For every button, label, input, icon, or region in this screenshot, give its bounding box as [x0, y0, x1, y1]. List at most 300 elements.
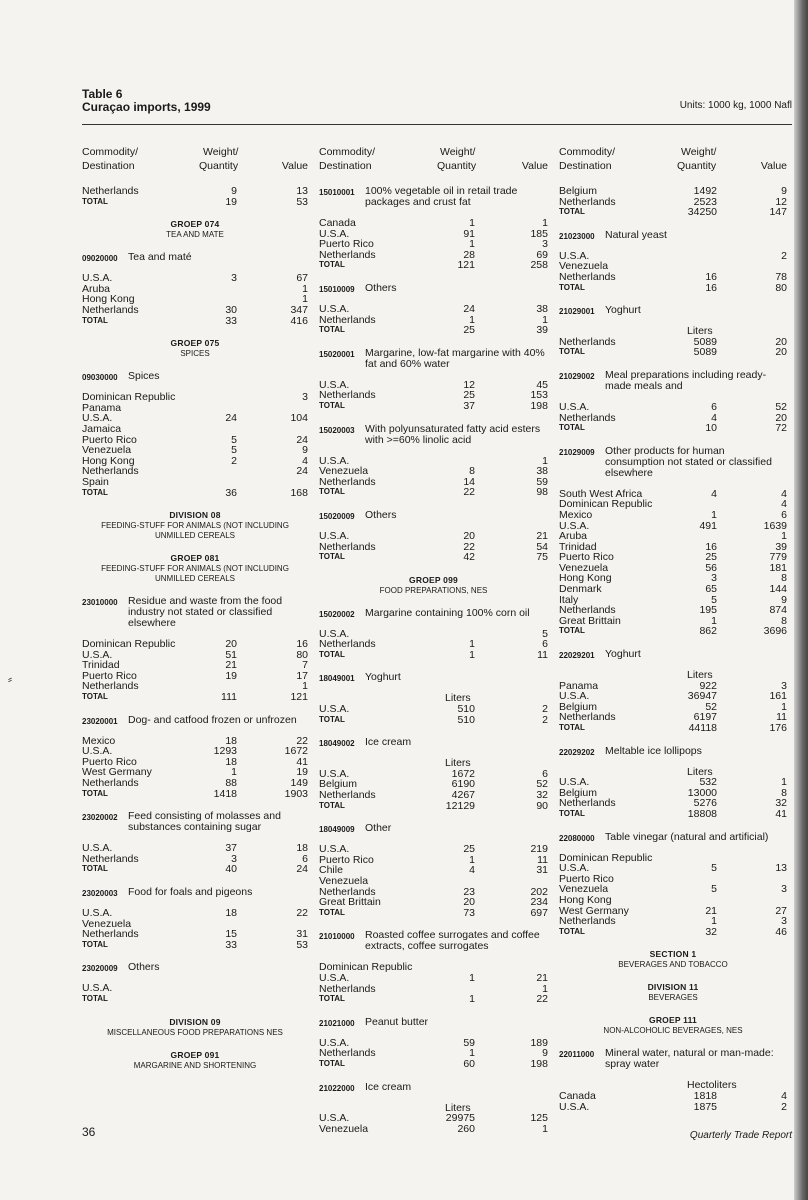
value-amount: 20 — [775, 335, 787, 348]
value-amount: 161 — [769, 690, 787, 703]
destination-name: Chile — [319, 864, 343, 877]
header-destination: Destination — [319, 160, 372, 172]
weight-value: 40 — [225, 863, 237, 876]
table-row — [319, 704, 548, 715]
total-label: TOTAL — [319, 260, 345, 270]
value-amount: 2 — [781, 249, 787, 262]
commodity-code: 15010001 — [319, 188, 355, 197]
group-title: DIVISION 09 — [169, 1016, 221, 1027]
weight-value: 1 — [469, 971, 475, 984]
group-heading — [319, 575, 548, 596]
weight-value: 42 — [463, 551, 475, 564]
weight-value: 60 — [463, 1057, 475, 1070]
destination-name: Puerto Rico — [559, 551, 614, 564]
weight-value: 56 — [705, 561, 717, 574]
weight-value: 24 — [225, 412, 237, 425]
destination-name: U.S.A. — [559, 400, 590, 413]
total-label: TOTAL — [559, 626, 585, 636]
total-label: TOTAL — [82, 864, 108, 874]
commodity-description: Meal preparations including ready-made meals and — [605, 368, 767, 392]
value-amount: 69 — [536, 248, 548, 261]
header-weight: Weight/ — [681, 146, 717, 158]
value-amount: 53 — [296, 938, 308, 951]
column-header — [559, 146, 787, 174]
weight-value: 510 — [457, 713, 475, 726]
weight-value: 21 — [225, 659, 237, 672]
destination-name: Puerto Rico — [559, 872, 614, 885]
value-amount: 21 — [536, 971, 548, 984]
destination-name: Venezuela — [559, 883, 609, 896]
destination-name: Trinidad — [559, 540, 597, 553]
destination-name: Netherlands — [559, 411, 616, 424]
table-row — [559, 798, 787, 809]
commodity-item — [319, 510, 548, 521]
total-label: TOTAL — [319, 649, 345, 659]
commodity-description: Yoghurt — [605, 648, 641, 661]
weight-value: 18 — [225, 907, 237, 919]
destination-name: Netherlands — [319, 1047, 376, 1060]
destination-name: U.S.A. — [319, 767, 350, 780]
value-amount: 22 — [536, 993, 548, 1006]
value-amount: 4 — [302, 454, 308, 467]
destination-name: Hong Kong — [559, 572, 612, 585]
destination-name: Panama — [82, 401, 122, 414]
group-subtitle: FEEDING-STUFF FOR ANIMALS (NOT INCLUDING UNMILLED CEREALS — [101, 564, 289, 584]
weight-value: 5089 — [693, 335, 717, 348]
total-label: TOTAL — [82, 788, 108, 798]
weight-value: 121 — [457, 259, 475, 272]
header-commodity: Commodity/ — [82, 146, 139, 158]
weight-value: 20 — [225, 638, 237, 651]
value-amount: 1 — [302, 282, 308, 295]
value-amount: 1 — [781, 530, 787, 543]
weight-value: 19 — [225, 195, 237, 208]
table-row — [82, 681, 308, 692]
value-amount: 1 — [781, 700, 787, 713]
commodity-description: Dog- and catfood frozen or unfrozen — [128, 713, 297, 726]
header-destination: Destination — [82, 160, 135, 172]
table-row — [319, 897, 548, 908]
value-amount: 104 — [290, 412, 308, 425]
header-quantity: Quantity — [437, 160, 477, 172]
units-label: Units: 1000 kg, 1000 Nafl — [679, 100, 792, 111]
weight-value: 1875 — [693, 1100, 717, 1113]
destination-name: Canada — [319, 217, 356, 229]
value-amount: 80 — [775, 281, 787, 294]
table-row — [319, 984, 548, 995]
destination-name: Netherlands — [559, 915, 616, 928]
value-amount: 1903 — [284, 787, 308, 800]
total-row — [559, 927, 787, 938]
commodity-description: Margarine containing 100% corn oil — [365, 606, 530, 619]
value-amount: 6 — [302, 852, 308, 865]
total-row — [319, 908, 548, 919]
group-heading — [82, 510, 308, 541]
destination-name: U.S.A. — [559, 519, 590, 532]
weight-value: 1818 — [693, 1089, 717, 1102]
page-title — [82, 88, 211, 114]
table-title: Curaçao imports, 1999 — [82, 100, 211, 114]
commodity-item — [82, 596, 308, 629]
destination-name: Netherlands — [319, 540, 376, 553]
value-amount: 3 — [781, 679, 787, 692]
header-rule — [82, 124, 792, 125]
table-row — [559, 272, 787, 283]
value-amount: 1 — [542, 313, 548, 326]
table-row — [559, 413, 787, 424]
total-label: TOTAL — [559, 282, 585, 292]
destination-name: U.S.A. — [82, 412, 113, 425]
value-amount: 149 — [290, 777, 308, 790]
group-subtitle: BEVERAGES — [648, 993, 698, 1003]
value-amount: 9 — [542, 1047, 548, 1060]
destination-name: Netherlands — [319, 389, 376, 402]
commodity-code: 18049002 — [319, 739, 355, 749]
weight-value: 260 — [457, 1122, 475, 1135]
total-label: TOTAL — [319, 800, 345, 810]
value-amount: 27 — [775, 904, 787, 917]
weight-value: 23 — [463, 885, 475, 898]
weight-value: 22 — [463, 486, 475, 499]
total-label: TOTAL — [82, 692, 108, 702]
value-amount: 198 — [530, 1057, 548, 1070]
table-row — [319, 639, 548, 650]
table-column-2 — [319, 146, 548, 1134]
commodity-item — [319, 930, 548, 952]
value-amount: 1 — [542, 454, 548, 467]
commodity-description: Peanut butter — [365, 1015, 429, 1028]
commodity-item — [82, 811, 308, 833]
value-amount: 24 — [296, 433, 308, 446]
total-row — [319, 715, 548, 726]
commodity-code: 23020002 — [82, 813, 118, 823]
value-amount: 125 — [530, 1112, 548, 1125]
total-label: TOTAL — [559, 423, 585, 433]
table-column-1 — [82, 146, 308, 1081]
total-row — [82, 316, 308, 327]
weight-value: 1492 — [693, 185, 717, 197]
group-heading — [559, 949, 787, 970]
commodity-description: Table vinegar (natural and artificial) — [605, 830, 769, 843]
destination-name: West Germany — [82, 766, 152, 779]
table-column-3 — [559, 146, 787, 1112]
destination-name: Canada — [559, 1089, 596, 1102]
weight-value: 36947 — [687, 690, 717, 703]
destination-name: U.S.A. — [82, 982, 113, 995]
weight-value: 10 — [705, 422, 717, 435]
commodity-code: 21022000 — [319, 1083, 355, 1093]
value-amount: 347 — [290, 303, 308, 316]
value-amount: 45 — [536, 378, 548, 391]
weight-value: 28 — [463, 248, 475, 261]
table-row — [559, 916, 787, 927]
table-number: Table 6 — [82, 87, 123, 101]
weight-value: 30 — [225, 303, 237, 316]
quantity-unit: Liters — [445, 692, 471, 705]
destination-name: Belgium — [559, 185, 597, 197]
value-amount: 8 — [781, 786, 787, 799]
weight-value: 59 — [463, 1036, 475, 1049]
destination-name: U.S.A. — [559, 249, 590, 262]
group-subtitle: SPICES — [180, 349, 210, 359]
weight-value: 5 — [711, 862, 717, 875]
weight-value: 195 — [699, 604, 717, 617]
total-label: TOTAL — [319, 1058, 345, 1068]
total-label: TOTAL — [82, 939, 108, 949]
weight-value: 532 — [699, 776, 717, 789]
weight-value: 1 — [469, 853, 475, 866]
table-row — [319, 315, 548, 326]
commodity-description: Margarine, low-fat margarine with 40% fat and 60% water — [365, 346, 545, 370]
commodity-description: Other products for human consumption not stated or classified elsewhere — [605, 444, 772, 479]
weight-value: 20 — [463, 896, 475, 909]
value-amount: 19 — [296, 766, 308, 779]
destination-name: Netherlands — [82, 852, 139, 865]
value-amount: 176 — [769, 722, 787, 734]
destination-name: Spain — [82, 475, 109, 488]
destination-name: Netherlands — [82, 777, 139, 790]
total-label: TOTAL — [319, 907, 345, 917]
weight-value: 44118 — [688, 722, 717, 734]
weight-value: 29975 — [445, 1112, 475, 1125]
destination-name: Netherlands — [319, 789, 376, 802]
destination-name: Netherlands — [559, 270, 616, 283]
destination-name: Belgium — [559, 700, 597, 713]
commodity-description: Food for foals and pigeons — [128, 886, 253, 898]
total-label: TOTAL — [559, 723, 585, 732]
table-row — [559, 402, 787, 413]
publication-name: Quarterly Trade Report — [689, 1130, 792, 1141]
weight-value: 32 — [705, 925, 717, 938]
total-row — [559, 423, 787, 434]
weight-value: 5 — [711, 883, 717, 896]
destination-name: Venezuela — [82, 917, 132, 930]
commodity-description: Natural yeast — [605, 228, 667, 241]
commodity-description: Others — [128, 961, 160, 974]
destination-name: Puerto Rico — [82, 433, 137, 446]
weight-value: 22 — [463, 540, 475, 553]
total-label: TOTAL — [82, 487, 108, 497]
destination-name: U.S.A. — [559, 690, 590, 703]
value-amount: 168 — [290, 486, 308, 499]
value-amount: 7 — [302, 659, 308, 672]
value-amount: 11 — [537, 853, 548, 866]
weight-value: 3 — [711, 572, 717, 585]
table-row — [319, 542, 548, 553]
header-commodity: Commodity/ — [559, 146, 616, 158]
weight-value: 3 — [231, 272, 237, 285]
value-amount: 219 — [530, 843, 548, 856]
value-amount: 38 — [536, 465, 548, 478]
table-row — [319, 1048, 548, 1059]
value-amount: 53 — [296, 195, 308, 208]
total-label: TOTAL — [82, 196, 108, 206]
quantity-unit: Liters — [445, 757, 471, 770]
destination-name: Netherlands — [559, 195, 616, 208]
table-row — [559, 853, 787, 864]
weight-value: 1 — [469, 638, 475, 651]
value-amount: 98 — [536, 486, 548, 499]
total-label: TOTAL — [319, 325, 345, 335]
total-label: TOTAL — [559, 808, 585, 818]
group-heading — [559, 1015, 787, 1036]
destination-name: Netherlands — [82, 928, 139, 941]
group-title: GROEP 074 — [170, 219, 220, 230]
destination-name: U.S.A. — [319, 302, 350, 315]
table-row — [82, 186, 308, 197]
destination-name: Netherlands — [82, 303, 139, 316]
value-amount: 31 — [296, 928, 308, 941]
group-title: GROEP 111 — [649, 1015, 697, 1026]
value-amount: 22 — [296, 734, 308, 747]
destination-name: Hong Kong — [82, 293, 135, 306]
weight-value: 510 — [457, 703, 475, 716]
table-row — [82, 983, 308, 994]
value-amount: 52 — [775, 400, 787, 413]
value-amount: 41 — [775, 807, 787, 820]
value-amount: 22 — [296, 907, 308, 919]
destination-name: Dominican Republic — [559, 851, 653, 864]
destination-name: Netherlands — [319, 885, 376, 898]
commodity-code: 21021000 — [319, 1018, 355, 1028]
weight-value: 5 — [711, 593, 717, 606]
weight-value: 18808 — [687, 807, 717, 820]
table-row — [82, 908, 308, 919]
value-amount: 21 — [536, 529, 548, 542]
header-commodity: Commodity/ — [319, 146, 376, 158]
commodity-item — [82, 887, 308, 898]
destination-name: Hong Kong — [82, 454, 135, 467]
total-label: TOTAL — [559, 207, 585, 217]
value-amount: 1 — [302, 293, 308, 306]
table-row — [82, 424, 308, 435]
commodity-description: Others — [365, 508, 397, 521]
destination-name: U.S.A. — [82, 648, 113, 661]
value-amount: 6 — [542, 638, 548, 651]
destination-name: Netherlands — [319, 475, 376, 488]
total-label: TOTAL — [319, 400, 345, 410]
table-row — [82, 273, 308, 284]
destination-name: Venezuela — [319, 875, 369, 887]
table-row — [559, 197, 787, 208]
destination-name: Jamaica — [82, 422, 122, 435]
value-amount: 67 — [296, 272, 308, 285]
weight-value: 25 — [705, 551, 717, 564]
destination-name: Netherlands — [319, 313, 376, 326]
value-amount: 5 — [542, 627, 548, 640]
weight-value: 1 — [469, 217, 475, 229]
group-title: GROEP 081 — [170, 553, 220, 564]
destination-name: Venezuela — [82, 444, 132, 457]
destination-name: U.S.A. — [319, 378, 350, 391]
total-label: TOTAL — [319, 552, 345, 562]
value-amount: 416 — [290, 314, 308, 327]
table-row — [319, 876, 548, 887]
quantity-unit: Liters — [687, 669, 713, 682]
weight-value: 37 — [463, 399, 475, 412]
commodity-item — [559, 305, 787, 316]
value-amount: 8 — [781, 572, 787, 585]
total-row — [319, 650, 548, 661]
value-amount: 1 — [542, 1122, 548, 1135]
weight-value: 21 — [705, 904, 717, 917]
weight-value: 73 — [463, 906, 475, 919]
destination-name: Italy — [559, 593, 579, 606]
weight-value: 1 — [469, 313, 475, 326]
value-amount: 11 — [537, 648, 548, 661]
commodity-code: 18049001 — [319, 674, 355, 684]
commodity-item — [559, 746, 787, 757]
commodity-code: 15020001 — [319, 349, 355, 359]
table-row — [319, 250, 548, 261]
total-label: TOTAL — [82, 993, 108, 1003]
destination-name: Netherlands — [559, 711, 616, 724]
table-row — [559, 521, 787, 532]
weight-value: 862 — [699, 625, 717, 638]
table-row — [319, 855, 548, 866]
weight-value: 14 — [463, 475, 475, 488]
value-amount: 72 — [775, 422, 787, 435]
commodity-item — [319, 672, 548, 683]
total-row — [319, 401, 548, 412]
total-row — [559, 809, 787, 820]
commodity-item — [559, 370, 787, 392]
weight-value: 88 — [225, 777, 237, 790]
header-value: Value — [521, 160, 548, 172]
destination-name: Puerto Rico — [82, 669, 137, 682]
commodity-code: 21029002 — [559, 371, 595, 381]
weight-value: 15 — [225, 928, 237, 941]
weight-value: 1 — [711, 915, 717, 928]
weight-value: 1 — [469, 993, 475, 1006]
weight-value: 1672 — [451, 767, 475, 780]
destination-name: U.S.A. — [82, 842, 113, 855]
value-amount: 32 — [775, 797, 787, 810]
weight-value: 4 — [711, 487, 717, 500]
commodity-description: Feed consisting of molasses and substances containing sugar — [128, 810, 281, 834]
table-row — [559, 584, 787, 595]
group-subtitle: FEEDING-STUFF FOR ANIMALS (NOT INCLUDING UNMILLED CEREALS — [101, 521, 289, 541]
commodity-description: Mineral water, natural or man-made: spray water — [605, 1047, 774, 1071]
table-row — [82, 639, 308, 650]
value-amount: 3 — [542, 238, 548, 251]
group-heading — [82, 338, 308, 359]
table-row — [82, 403, 308, 414]
weight-value: 18 — [225, 734, 237, 747]
header-quantity: Quantity — [677, 160, 717, 172]
value-amount: 24 — [296, 465, 308, 478]
column-header — [82, 146, 308, 174]
commodity-description: Roasted coffee surrogates and coffee extracts, coffee surrogates — [365, 929, 540, 953]
table-row — [82, 466, 308, 477]
destination-name: Venezuela — [559, 260, 609, 273]
commodity-description: Spices — [128, 370, 160, 383]
value-amount: 779 — [769, 551, 787, 564]
destination-name: U.S.A. — [82, 272, 113, 285]
commodity-description: Yoghurt — [605, 304, 641, 317]
commodity-code: 23020009 — [82, 964, 118, 974]
weight-value: 1 — [711, 508, 717, 521]
value-amount: 16 — [296, 638, 308, 651]
value-amount: 4 — [781, 487, 787, 500]
total-label: TOTAL — [319, 714, 345, 724]
destination-name: Puerto Rico — [319, 238, 374, 251]
weight-value: 2 — [231, 454, 237, 467]
destination-name: U.S.A. — [319, 454, 350, 467]
weight-value: 18 — [225, 755, 237, 768]
total-row — [82, 197, 308, 208]
weight-value: 1418 — [213, 787, 237, 800]
